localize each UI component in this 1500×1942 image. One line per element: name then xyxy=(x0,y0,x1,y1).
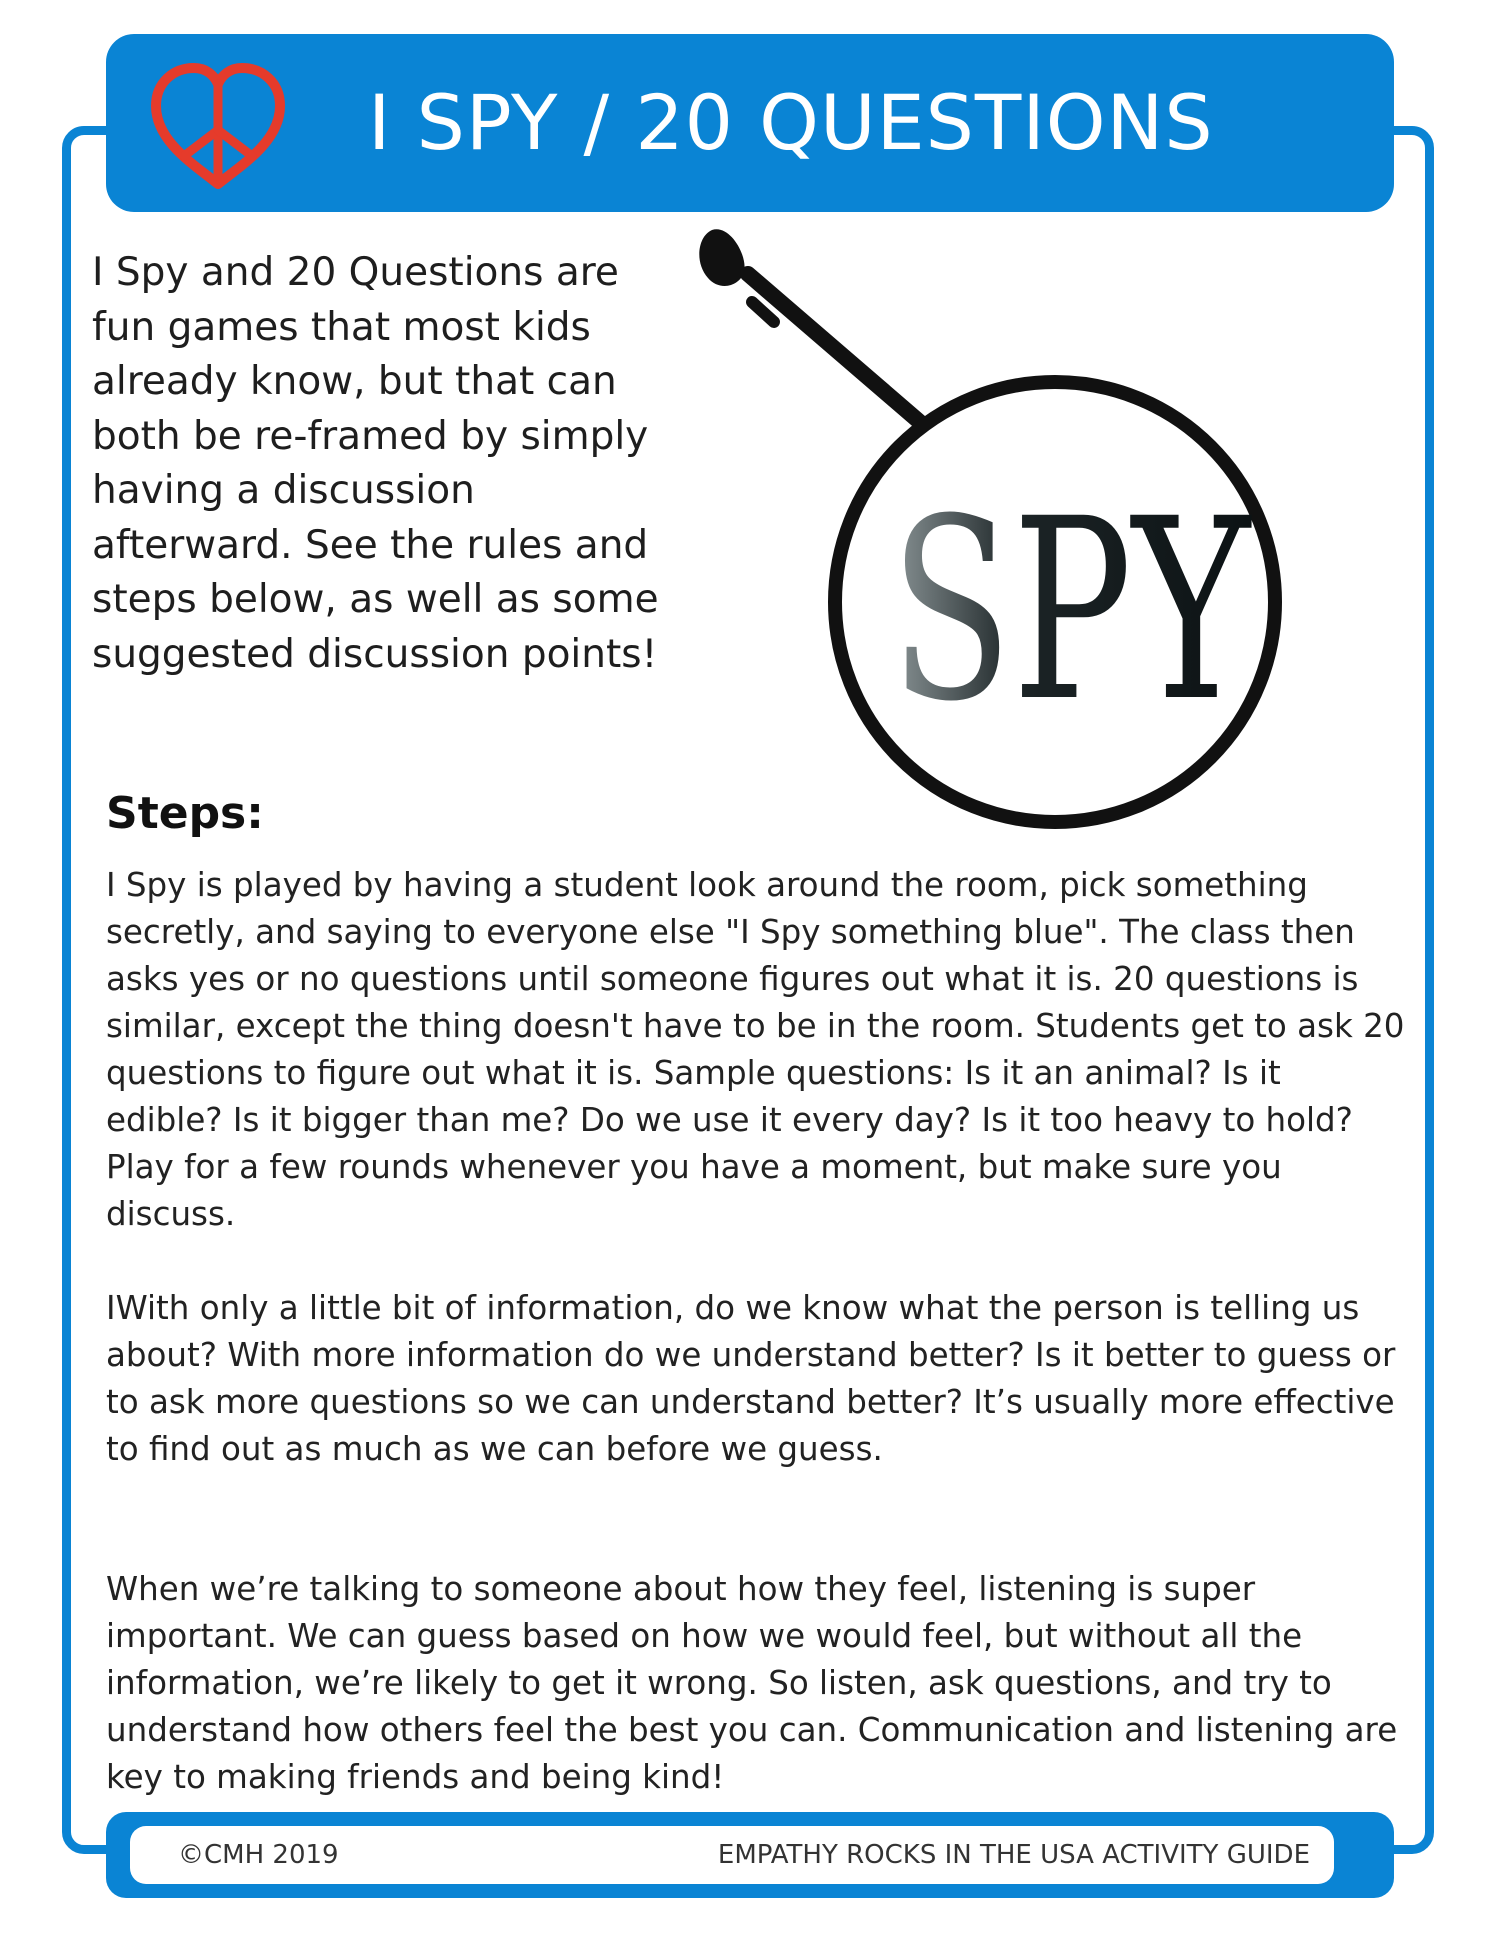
heart-peace-icon xyxy=(148,62,288,192)
steps-paragraph-discussion: IWith only a little bit of information, do we know what the person is telling us about? With more information do we understand better? Is it better to guess or to ask more questions so we can understand better? It’s usually more effective to find out as much as we can before we guess. xyxy=(106,1289,1396,1468)
magnifying-glass-spy-icon xyxy=(690,222,1410,852)
intro-paragraph: I Spy and 20 Questions are fun games that most kids already know, but that can both be re-framed by simply having a discussion afterward. See the rules and steps below, as well as some suggested discussion points! xyxy=(92,250,659,677)
steps-heading: Steps: xyxy=(106,788,264,839)
footer-bar xyxy=(106,1812,1394,1898)
spy-lens-text: SPY xyxy=(890,465,1253,756)
footer-copyright: ©CMH 2019 xyxy=(178,1840,339,1870)
footer-guide-title: EMPATHY ROCKS IN THE USA ACTIVITY GUIDE xyxy=(717,1840,1310,1870)
title-banner xyxy=(106,34,1394,212)
steps-paragraph-rules: I Spy is played by having a student look around the room, pick something secretly, and saying to everyone else "I Spy something blue". The class then asks yes or no questions until someone figures out what it is. 20 questions is similar, except the thing doesn't have to be in the room. Students get to ask 20 questions to figure out what it is. Sample questions: Is it an animal? Is it edible? Is it bigger than me? Do we use it every day? Is it too heavy to hold? Play for a few rounds whenever you have a moment, but make sure you discuss. xyxy=(106,866,1405,1233)
page-title: I SPY / 20 QUESTIONS xyxy=(368,78,1214,167)
steps-paragraph-listening: When we’re talking to someone about how they feel, listening is super important. We can guess based on how we would feel, but without all the information, we’re likely to get it wrong. So listen, ask questions, and try to understand how others feel the best you can. Communication and listening are key to making friends and being kind! xyxy=(106,1570,1398,1796)
footer-label-box xyxy=(130,1826,1334,1884)
